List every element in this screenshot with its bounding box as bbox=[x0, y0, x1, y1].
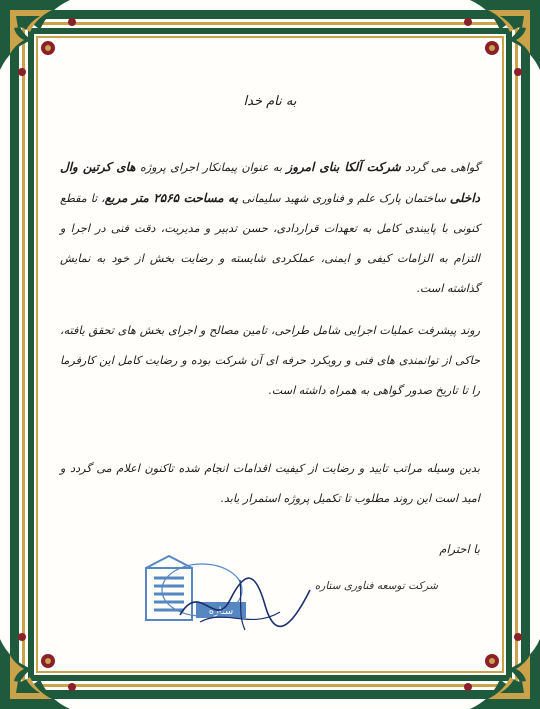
letter-heading: به نام خدا bbox=[243, 94, 297, 109]
project-name: های کرتین وال داخلی bbox=[60, 160, 480, 205]
letter-body bbox=[60, 80, 480, 639]
paragraph-1 bbox=[60, 152, 480, 304]
stamp-text: ستاره bbox=[208, 606, 234, 617]
p1-part: ساختمان پارک علم و فناوری شهید سلیمانی bbox=[237, 192, 450, 205]
paragraph-2: روند پیشرفت عملیات اجرایی شامل طراحی، تامین مصالح و اجرای بخش های تحقق یافته، حاکی از توانمندی های فنی و رویکرد حرفه ای آن شرکت بوده و رضایت کامل این کارفرما را تا تاریخ صدور گواهی به همراه داشته است. bbox=[60, 324, 480, 397]
project-area: به مساحت ۲۵۶۵ متر مربع bbox=[104, 191, 238, 205]
paragraph-3: بدین وسیله مراتب تایید و رضایت از کیفیت اقدامات انجام شده تاکنون اعلام می گردد و امید است این روند مطلوب تا تکمیل پروژه استمرار یابد. bbox=[60, 462, 480, 505]
signer-name: شرکت توسعه فناوری ستاره bbox=[314, 580, 438, 592]
company-name: شرکت آلکا بنای امروز bbox=[286, 160, 401, 174]
signature bbox=[170, 560, 320, 640]
p1-part: ، تا مقطع کنونی با پایبندی کامل به تعهدات قراردادی، حسن تدبیر و مدیریت، دقت فنی در اجرا و التزام به الزامات کیفی و ایمنی، عملکردی شایسته و رضایت بخش از خود به نمایش گذاشته است. bbox=[60, 192, 480, 295]
closing-salutation: با احترام bbox=[439, 542, 480, 556]
p1-part: گواهی می گردد bbox=[400, 161, 481, 174]
p1-part: به عنوان پیمانکار اجرای پروژه bbox=[135, 161, 287, 174]
